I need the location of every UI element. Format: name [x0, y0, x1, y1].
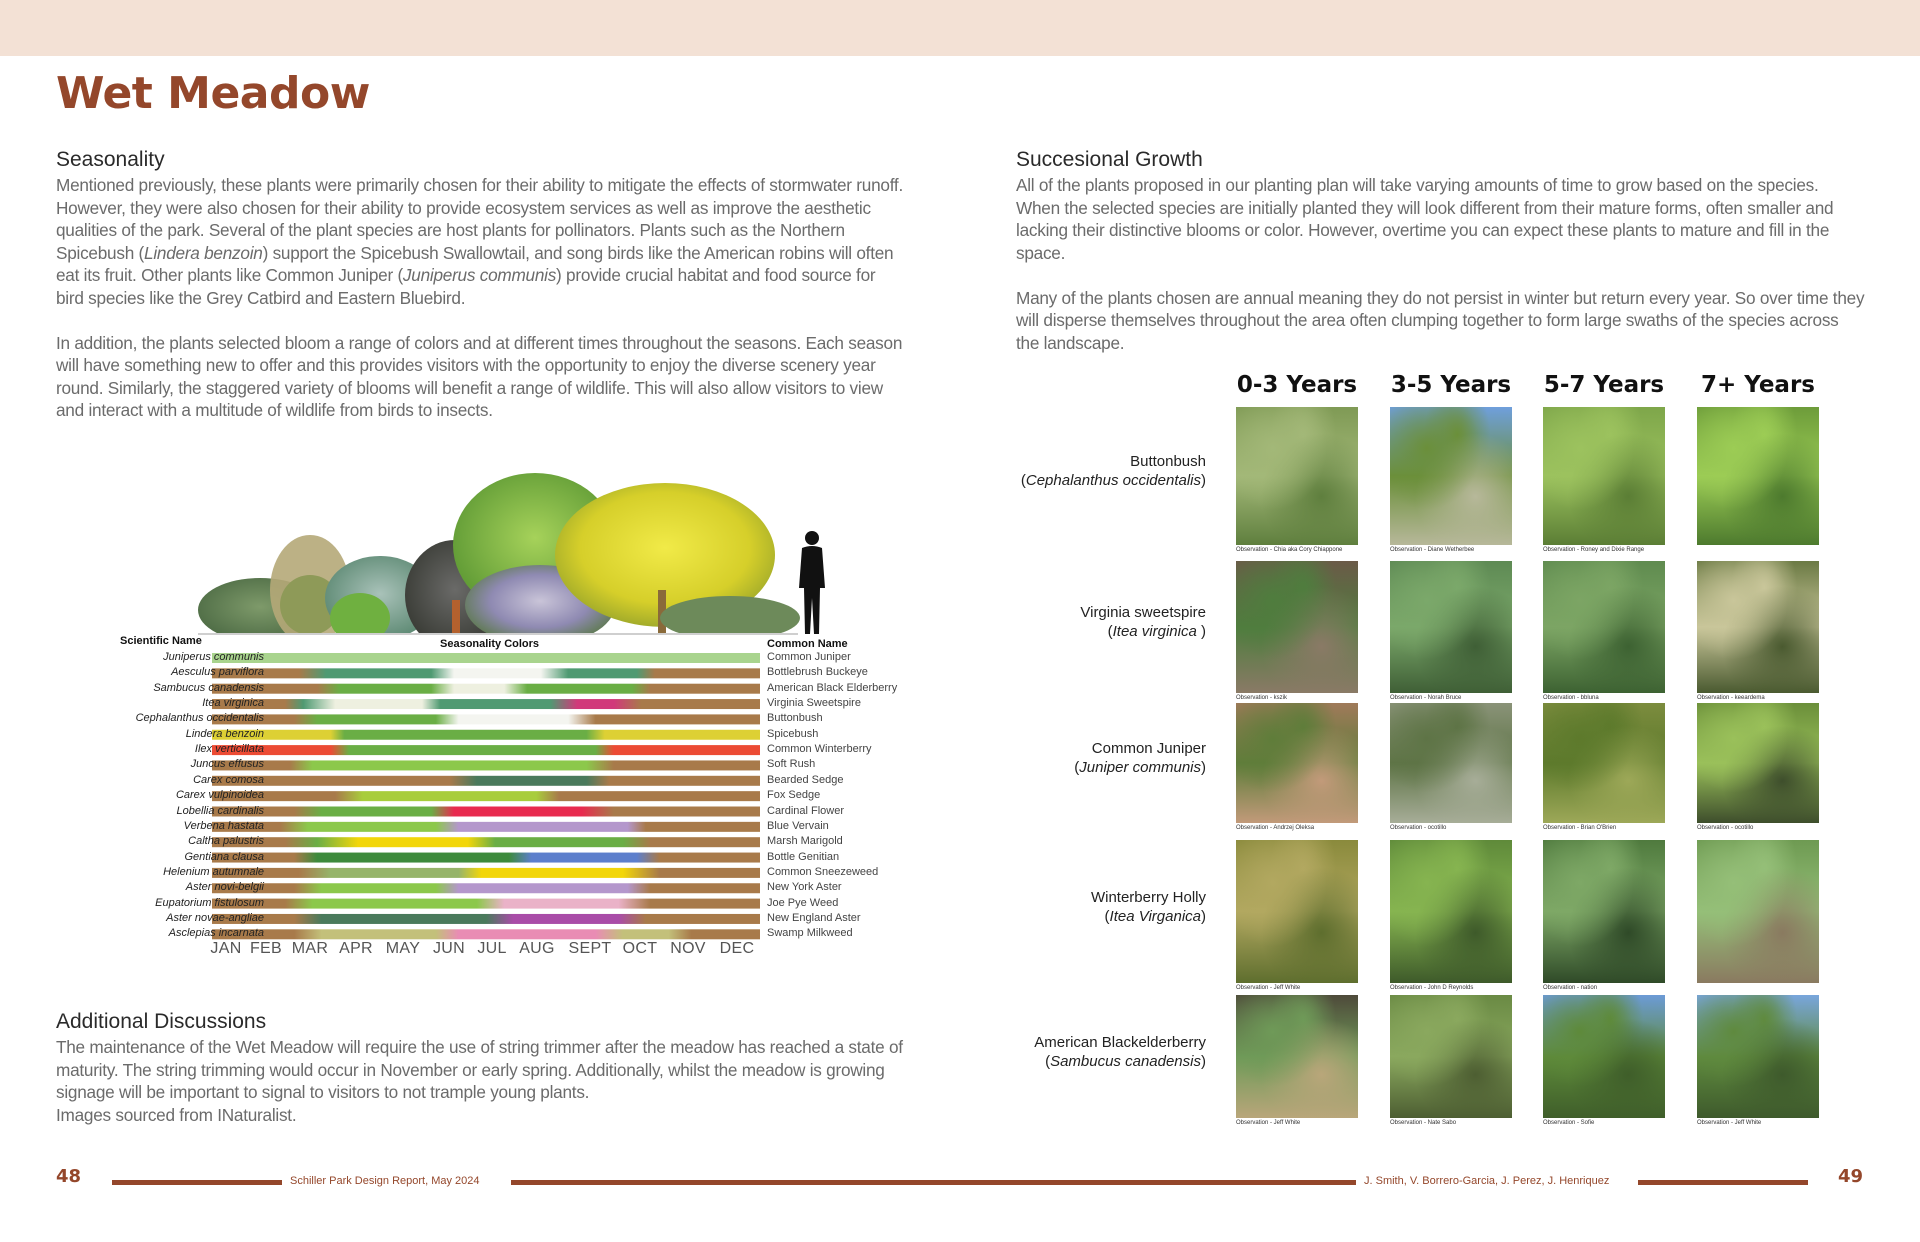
month-tick-label: MAY [385, 940, 421, 957]
succession-heading: Succesional Growth [1016, 148, 1203, 171]
plant-photo [1697, 407, 1819, 545]
month-tick-label: JAN [210, 940, 242, 957]
seasonality-bar [212, 714, 760, 724]
common-name-label: Spicebush [767, 727, 819, 740]
month-tick-label: JUN [432, 940, 466, 957]
header-band [0, 0, 1920, 56]
common-name-label: Buttonbush [767, 712, 823, 725]
scientific-name-label: Aesculus parviflora [171, 666, 264, 679]
scientific-name-label: Aster novi-belgii [185, 881, 264, 894]
common-name-label: Swamp Milkweed [767, 927, 853, 940]
page-number-left: 48 [56, 1166, 82, 1187]
plant-photo [1236, 407, 1358, 545]
species-label [1074, 739, 1206, 777]
scientific-name-label: Verbena hastata [183, 819, 264, 832]
authors: J. Smith, V. Borrero-Garcia, J. Perez, J. Henriquez [1364, 1175, 1610, 1187]
month-tick-label: DEC [719, 940, 755, 957]
footer-rule [112, 1180, 282, 1185]
species-label [1034, 1033, 1206, 1071]
seasonality-bar [212, 760, 760, 770]
plant-photo [1697, 561, 1819, 693]
scientific-name-label: Asclepias incarnata [168, 927, 264, 940]
paren-close: ) [1201, 472, 1206, 489]
scientific-name-label: Caltha palustris [188, 835, 264, 848]
seasonality-bar [212, 868, 760, 878]
seasonality-bar [212, 883, 760, 893]
seasonality-colors-header: Seasonality Colors [440, 638, 540, 650]
photo-credit: Observation - ocotillo [1390, 825, 1447, 831]
scientific-name-text: Itea virginica [1112, 623, 1197, 640]
additional-heading: Additional Discussions [56, 1010, 267, 1033]
common-name-label: Common Sneezeweed [767, 865, 879, 878]
photo-credit: Observation - bbluna [1543, 695, 1599, 701]
seasonality-bar [212, 668, 760, 678]
species-common-name: American Blackelderberry [1034, 1033, 1206, 1051]
paren-close: ) [1201, 907, 1206, 925]
month-tick-label: SEPT [568, 940, 612, 957]
footer-rule [511, 1180, 1356, 1185]
scientific-name-text: Cephalanthus occidentalis [1025, 472, 1201, 489]
paren-close: ) [1201, 759, 1206, 776]
common-name-label: Virginia Sweetspire [767, 697, 861, 710]
scientific-name-label: Gentiana clausa [184, 850, 264, 863]
plant-photo [1543, 840, 1665, 983]
plant-photo [1697, 995, 1819, 1118]
seasonality-bars [60, 470, 920, 950]
common-name-label: Fox Sedge [767, 789, 821, 802]
plant-photo [1697, 840, 1819, 983]
common-name-header: Common Name [767, 638, 848, 650]
seasonality-bar [212, 699, 760, 709]
scientific-name-label: Lindera benzoin [185, 727, 264, 740]
scientific-name-text: Juniper communis [1079, 759, 1201, 776]
common-name-label: American Black Elderberry [767, 681, 898, 694]
month-tick-label: NOV [670, 940, 706, 957]
scientific-name-label: Helenium autumnale [163, 865, 264, 878]
common-name-label: Cardinal Flower [767, 804, 845, 817]
common-name-label: New England Aster [767, 911, 861, 924]
paren-close: ) [1201, 1052, 1206, 1070]
seasonality-bar [212, 929, 760, 939]
succession-paragraph-1: All of the plants proposed in our planting plan will take varying amounts of time to grow based on the species. When the selected species are initially planted they will look different from their mature forms, often smaller and lacking their distinctive blooms or color. However, overtime you can expect these plants to mature and fill in the space. [1016, 175, 1834, 263]
species-scientific-name: (Sambucus canadensis) [1045, 1052, 1206, 1070]
month-tick-label: OCT [622, 940, 658, 957]
species-common-name: Winterberry Holly [1090, 888, 1206, 906]
seasonality-bar [212, 791, 760, 801]
additional-paragraph: The maintenance of the Wet Meadow will require the use of string trimmer after the meadow has reached a state of maturity. The string trimming would occur in November or early spring. Additionally, whilst the meadow is growing signage will be important to signal to visitors to not trample young plants. [56, 1037, 903, 1102]
scientific-name-label: Eupatorium fistulosum [155, 896, 264, 909]
plant-photo [1390, 840, 1512, 983]
plant-photo [1390, 995, 1512, 1118]
photo-credit: Observation - Sofie [1543, 1120, 1595, 1126]
plant-photo [1236, 561, 1358, 693]
common-name-label: Bearded Sedge [767, 773, 844, 786]
seasonality-bar [212, 822, 760, 832]
seasonality-bar [212, 807, 760, 817]
species-scientific-name: (Juniper communis) [1074, 759, 1206, 776]
species-name: Lindera benzoin [144, 242, 263, 263]
photo-credit: Observation - Jeff White [1236, 985, 1301, 991]
species-scientific-name: (Itea Virganica) [1104, 907, 1206, 925]
growth-stage-header: 7+ Years [1701, 372, 1815, 398]
photo-credit: Observation - ocotillo [1697, 825, 1754, 831]
seasonality-bar [212, 899, 760, 909]
additional-discussions-section [56, 1010, 906, 1126]
scientific-name-label: Cephalanthus occidentalis [135, 712, 264, 725]
species-label [1091, 888, 1206, 926]
plant-photo [1543, 561, 1665, 693]
photo-credit: Observation - Jeff White [1236, 1120, 1301, 1126]
succession-paragraph-2: Many of the plants chosen are annual meaning they do not persist in winter but return every year. So over time they will disperse themselves throughout the area often clumping together to form large swaths of the species across the landscape. [1016, 287, 1865, 353]
month-tick-label: AUG [519, 940, 555, 957]
growth-stage-header: 5-7 Years [1543, 372, 1665, 398]
photo-credit: Observation - John D Reynolds [1390, 985, 1474, 991]
seasonality-paragraph-1 [56, 174, 906, 309]
month-tick-label: FEB [249, 940, 283, 957]
scientific-name-label: Juncus effusus [190, 758, 264, 771]
scientific-name-label: Lobellia cardinalis [176, 804, 264, 817]
seasonality-bar [212, 745, 760, 755]
scientific-name-label: Aster novae-angliae [166, 911, 264, 924]
report-title: Schiller Park Design Report, May 2024 [290, 1175, 480, 1187]
common-name-label: Bottlebrush Buckeye [767, 666, 868, 679]
common-name-label: Bottle Genitian [767, 850, 840, 863]
species-scientific-name: (Cephalanthus occidentalis) [1020, 472, 1206, 489]
page-title: Wet Meadow [56, 68, 370, 119]
plant-photo [1236, 840, 1358, 983]
scientific-name-label: Juniperus communis [163, 651, 264, 663]
species-common-name: Common Juniper [1091, 740, 1206, 757]
paren-close: ) [1196, 623, 1206, 640]
photo-credit: Observation - Norah Bruce [1390, 695, 1462, 701]
common-name-label: Common Winterberry [767, 743, 872, 756]
plant-photo [1236, 703, 1358, 823]
plant-photo [1543, 407, 1665, 545]
common-name-label: Joe Pye Weed [767, 896, 839, 909]
text-run: ) support the Spicebush Swallowtail, and song birds like the American robins will often eat its fruit. Other plants like Common Juniper ( [56, 242, 894, 285]
photo-credit: Observation - Jeff White [1697, 1120, 1762, 1126]
seasonality-bar [212, 776, 760, 786]
month-tick-label: APR [339, 940, 373, 957]
photo-credit: Observation - keeardema [1697, 695, 1765, 701]
common-name-label: New York Aster [767, 881, 842, 894]
seasonality-paragraph-2: In addition, the plants selected bloom a range of colors and at different times throughout the seasons. Each season will have something new to offer and this provides visitors with the opportunity to enjoy the diverse scenery year round. Similarly, the staggered variety of blooms will benefit a range of wildlife. This will also allow visitors to view and interact with a multitude of wildlife from birds to insects. [56, 332, 903, 420]
succession-section [1016, 148, 1866, 354]
scientific-name-label: Itea virginica [202, 697, 264, 710]
page-number-right: 49 [1838, 1166, 1864, 1187]
scientific-name-label: Carex vulpinoidea [175, 789, 264, 802]
common-name-label: Soft Rush [767, 758, 816, 771]
photo-credit: Observation - Roney and Dixie Range [1543, 547, 1645, 553]
seasonality-bar [212, 730, 760, 740]
common-name-label: Blue Vervain [767, 819, 829, 832]
plant-photo [1543, 995, 1665, 1118]
plant-photo [1390, 561, 1512, 693]
seasonality-bar [212, 653, 760, 663]
species-scientific-name: (Itea virginica ) [1107, 623, 1206, 640]
plant-photo [1543, 703, 1665, 823]
image-source-note: Images sourced from INaturalist. [56, 1104, 297, 1125]
plant-photo [1236, 995, 1358, 1118]
seasonality-bar [212, 853, 760, 863]
species-label [1080, 603, 1206, 641]
seasonality-bar [212, 914, 760, 924]
seasonality-chart [60, 470, 920, 957]
photo-credit: Observation - Diane Wetherbee [1390, 547, 1475, 553]
seasonality-bar [212, 837, 760, 847]
scientific-name-header: Scientific Name [120, 635, 202, 647]
month-tick-label: JUL [477, 940, 507, 957]
month-tick-label: MAR [291, 940, 329, 957]
seasonality-bar [212, 684, 760, 694]
plant-photo [1390, 703, 1512, 823]
plant-photo [1697, 703, 1819, 823]
growth-stage-header: 3-5 Years [1390, 372, 1512, 398]
scientific-name-label: Sambucus canadensis [153, 681, 264, 694]
common-name-label: Common Juniper [767, 651, 851, 663]
seasonality-heading: Seasonality [56, 148, 165, 171]
common-name-label: Marsh Marigold [767, 835, 843, 848]
photo-credit: Observation - Brian O'Brien [1543, 825, 1617, 831]
species-name: Juniperus communis [402, 265, 557, 285]
photo-credit: Observation - Andrzej Oleksa [1236, 825, 1315, 831]
photo-credit: Observation - Nate Sabo [1390, 1120, 1457, 1126]
scientific-name-label: Ilex verticillata [194, 743, 264, 756]
growth-stage-header: 0-3 Years [1236, 372, 1358, 398]
photo-credit: Observation - nation [1543, 985, 1598, 991]
scientific-name-text: Sambucus canadensis [1050, 1052, 1201, 1070]
text-run: ) provide crucial habitat and food source for bird species like the Grey Catbird and Eastern Bluebird. [56, 265, 876, 308]
scientific-name-text: Itea Virganica [1109, 907, 1201, 925]
species-common-name: Buttonbush [1130, 453, 1206, 470]
footer-rule [1638, 1180, 1808, 1185]
seasonality-section [56, 148, 906, 422]
plant-photo [1390, 407, 1512, 545]
photo-credit: Observation - Chia aka Cory Chiappone [1236, 547, 1343, 553]
text-run: Mentioned previously, these plants were primarily chosen for their ability to mitigate the effects of stormwater runoff. However, they were also chosen for their ability to provide ecosystem services as well as improve the aesthetic qualities of the park. Several of the plant species are host plants for pollinators. Plants such as the Northern Spicebush ( [56, 175, 903, 263]
scientific-name-label: Carex comosa [193, 773, 264, 786]
species-label [1021, 452, 1206, 490]
photo-credit: Observation - kszik [1236, 695, 1288, 701]
species-common-name: Virginia sweetspire [1080, 604, 1206, 621]
